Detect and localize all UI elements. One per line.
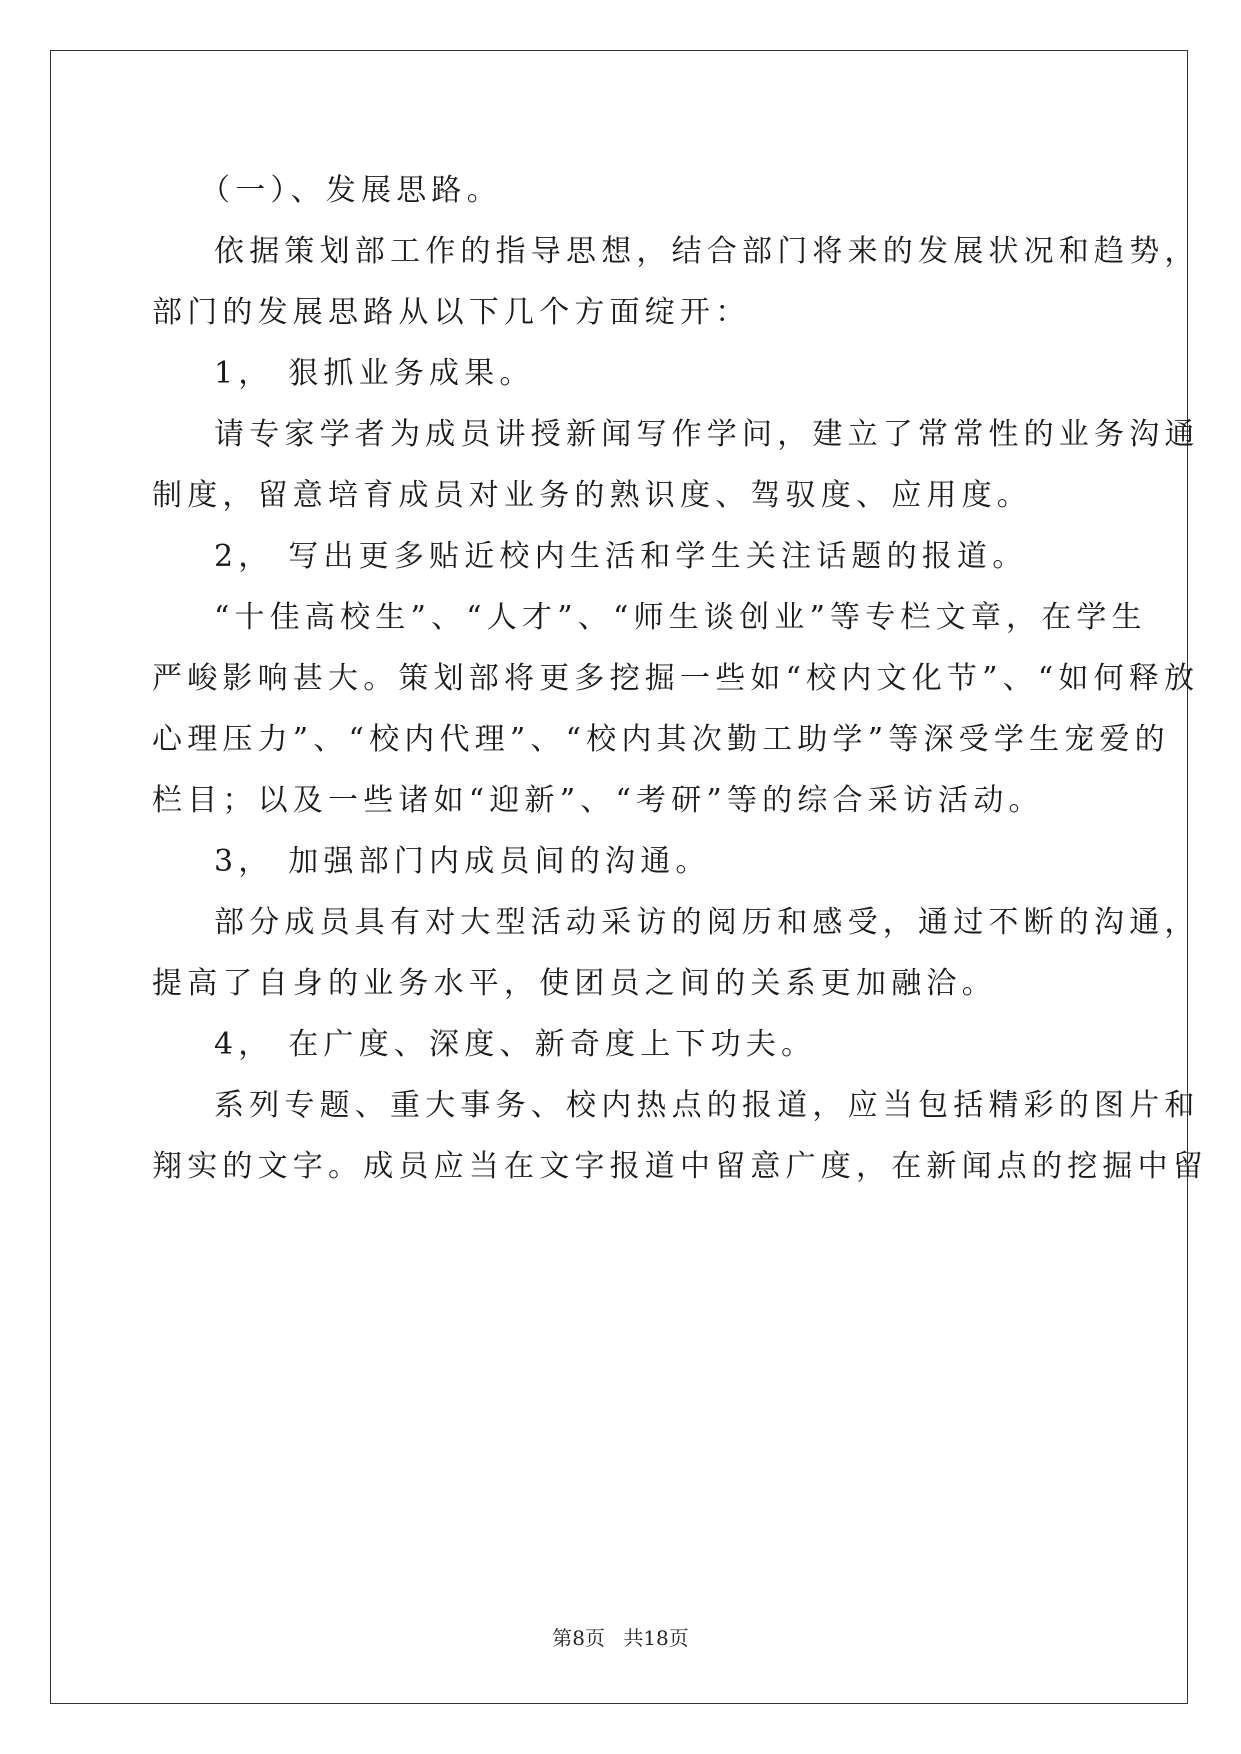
- list-heading: 4， 在广度、深度、新奇度上下功夫。: [214, 1027, 817, 1062]
- paragraph-line: 部门的发展思路从以下几个方面绽开：: [152, 295, 751, 330]
- paragraph-line: “十佳高校生”、“人才”、“师生谈创业”等专栏文章，在学生: [214, 600, 1147, 635]
- list-heading: 3， 加强部门内成员间的沟通。: [214, 844, 711, 879]
- paragraph-line: 请专家学者为成员讲授新闻写作学问，建立了常常性的业务沟通: [214, 417, 1200, 452]
- paragraph-line: 依据策划部工作的指导思想，结合部门将来的发展状况和趋势，: [214, 234, 1200, 269]
- paragraph-line: 栏目；以及一些诸如“迎新”、“考研”等的综合采访活动。: [152, 783, 1044, 818]
- paragraph-line: 提高了自身的业务水平，使团员之间的关系更加融洽。: [152, 966, 997, 1001]
- page-footer: [0, 1622, 1241, 1651]
- paragraph-line: 制度，留意培育成员对业务的熟识度、驾驭度、应用度。: [152, 478, 1032, 513]
- paragraph-line: 翔实的文字。成员应当在文字报道中留意广度，在新闻点的挖掘中留: [152, 1149, 1208, 1184]
- list-heading: 1， 狠抓业务成果。: [214, 356, 535, 391]
- list-heading: 2， 写出更多贴近校内生活和学生关注话题的报道。: [214, 539, 1028, 574]
- page-number-total: 共18页: [623, 1626, 689, 1650]
- paragraph-line: 心理压力”、“校内代理”、“校内其次勤工助学”等深受学生宠爱的: [152, 722, 1170, 757]
- paragraph-line: 系列专题、重大事务、校内热点的报道，应当包括精彩的图片和: [214, 1088, 1200, 1123]
- section-heading: （一）、发展思路。: [200, 173, 502, 208]
- document-body: [152, 160, 1208, 1197]
- page-number-current: 第8页: [552, 1626, 605, 1650]
- paragraph-line: 部分成员具有对大型活动采访的阅历和感受，通过不断的沟通，: [214, 905, 1200, 940]
- paragraph-line: 严峻影响甚大。策划部将更多挖掘一些如“校内文化节”、“如何释放: [152, 661, 1200, 696]
